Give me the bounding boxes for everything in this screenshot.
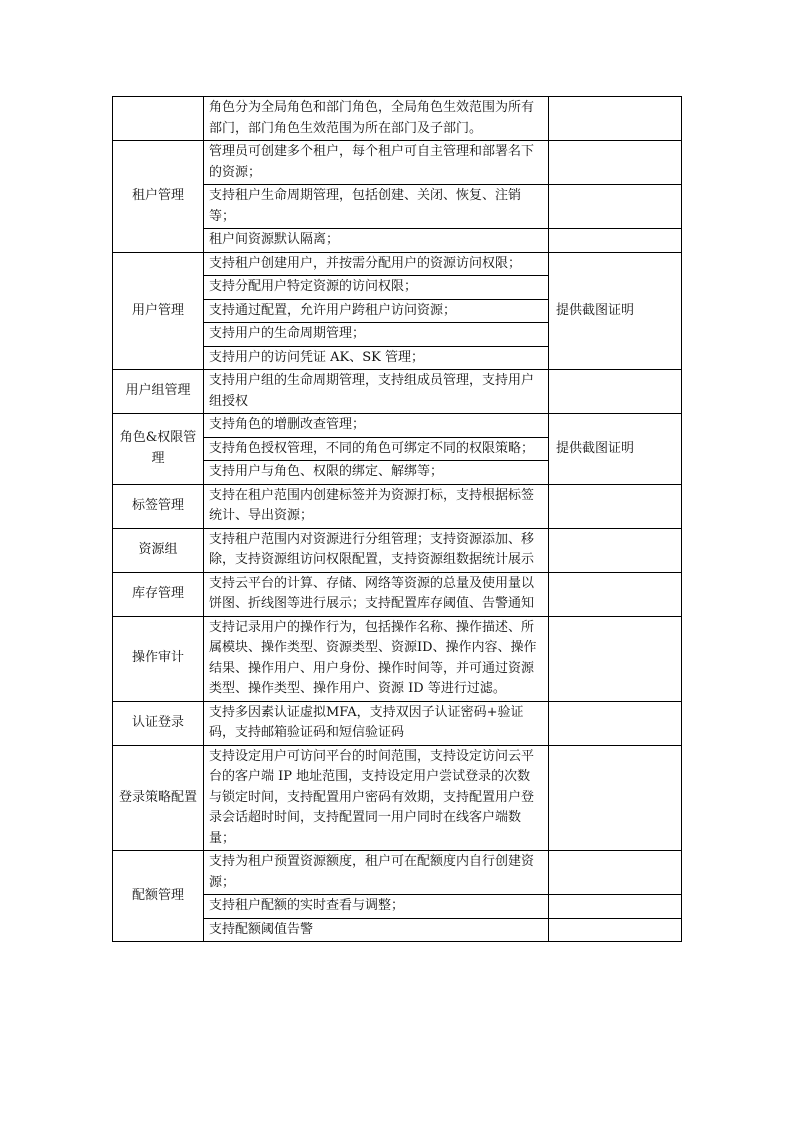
note-cell xyxy=(549,701,682,745)
note-cell xyxy=(549,572,682,616)
note-cell xyxy=(549,229,682,253)
category-cell: 认证登录 xyxy=(113,701,204,745)
category-cell: 租户管理 xyxy=(113,141,204,253)
note-cell xyxy=(549,528,682,572)
note-cell: 提供截图证明 xyxy=(549,414,682,485)
note-cell xyxy=(549,484,682,528)
category-cell: 用户管理 xyxy=(113,252,204,370)
table-row xyxy=(113,252,682,276)
table-row xyxy=(113,414,682,438)
category-cell: 库存管理 xyxy=(113,572,204,616)
item-cell: 角色分为全局角色和部门角色，全局角色生效范围为所有部门，部门角色生效范围为所在部门及子部门。 xyxy=(204,97,549,141)
category-cell: 配额管理 xyxy=(113,851,204,942)
item-cell: 租户间资源默认隔离； xyxy=(204,229,549,253)
item-cell: 管理员可创建多个租户，每个租户可自主管理和部署名下的资源； xyxy=(204,141,549,185)
item-cell: 支持记录用户的操作行为，包括操作名称、操作描述、所属模块、操作类型、资源类型、资源ID、操作内容、操作结果、操作用户、用户身份、操作时间等，并可通过资源类型、操作类型、操作用户、资源 ID 等进行过滤。 xyxy=(204,616,549,701)
item-cell: 支持用户组的生命周期管理，支持组成员管理，支持用户组授权 xyxy=(204,370,549,414)
category-cell xyxy=(113,97,204,141)
item-cell: 支持为租户预置资源额度，租户可在配额度内自行创建资源； xyxy=(204,851,549,895)
category-cell: 资源组 xyxy=(113,528,204,572)
note-cell xyxy=(549,370,682,414)
item-cell: 支持分配用户特定资源的访问权限； xyxy=(204,276,549,300)
item-cell: 支持租户范围内对资源进行分组管理；支持资源添加、移除，支持资源组访问权限配置，支持资源组数据统计展示 xyxy=(204,528,549,572)
note-cell xyxy=(549,918,682,942)
note-cell: 提供截图证明 xyxy=(549,252,682,370)
item-cell: 支持多因素认证虚拟MFA，支持双因子认证密码+验证码，支持邮箱验证码和短信验证码 xyxy=(204,701,549,745)
item-cell: 支持租户配额的实时查看与调整； xyxy=(204,895,549,919)
note-cell xyxy=(549,616,682,701)
table-row xyxy=(113,370,682,414)
item-cell: 支持云平台的计算、存储、网络等资源的总量及使用量以饼图、折线图等进行展示；支持配置库存阈值、告警通知 xyxy=(204,572,549,616)
table-row xyxy=(113,528,682,572)
table-row xyxy=(113,97,682,141)
category-cell: 角色&权限管理 xyxy=(113,414,204,485)
category-cell: 操作审计 xyxy=(113,616,204,701)
note-cell xyxy=(549,851,682,895)
item-cell: 支持用户的访问凭证 AK、SK 管理； xyxy=(204,346,549,370)
table-row xyxy=(113,745,682,851)
note-cell xyxy=(549,97,682,141)
table-row xyxy=(113,484,682,528)
table-row xyxy=(113,141,682,185)
item-cell: 支持配额阈值告警 xyxy=(204,918,549,942)
table-row xyxy=(113,616,682,701)
category-cell: 用户组管理 xyxy=(113,370,204,414)
item-cell: 支持角色的增删改查管理； xyxy=(204,414,549,438)
item-cell: 支持在租户范围内创建标签并为资源打标，支持根据标签统计、导出资源； xyxy=(204,484,549,528)
table-row xyxy=(113,701,682,745)
note-cell xyxy=(549,141,682,185)
item-cell: 支持用户与角色、权限的绑定、解绑等； xyxy=(204,461,549,485)
item-cell: 支持用户的生命周期管理； xyxy=(204,323,549,347)
item-cell: 支持租户生命周期管理，包括创建、关闭、恢复、注销等； xyxy=(204,185,549,229)
item-cell: 支持通过配置，允许用户跨租户访问资源； xyxy=(204,299,549,323)
requirements-table xyxy=(112,96,682,942)
category-cell: 登录策略配置 xyxy=(113,745,204,851)
table-row xyxy=(113,572,682,616)
note-cell xyxy=(549,745,682,851)
note-cell xyxy=(549,895,682,919)
table-row xyxy=(113,851,682,895)
item-cell: 支持租户创建用户，并按需分配用户的资源访问权限； xyxy=(204,252,549,276)
note-cell xyxy=(549,185,682,229)
category-cell: 标签管理 xyxy=(113,484,204,528)
item-cell: 支持角色授权管理，不同的角色可绑定不同的权限策略； xyxy=(204,437,549,461)
item-cell: 支持设定用户可访问平台的时间范围，支持设定访问云平台的客户端 IP 地址范围，支持设定用户尝试登录的次数与锁定时间，支持配置用户密码有效期，支持配置用户登录会话超时时间，支持配置同一用户同时在线客户端数量； xyxy=(204,745,549,851)
